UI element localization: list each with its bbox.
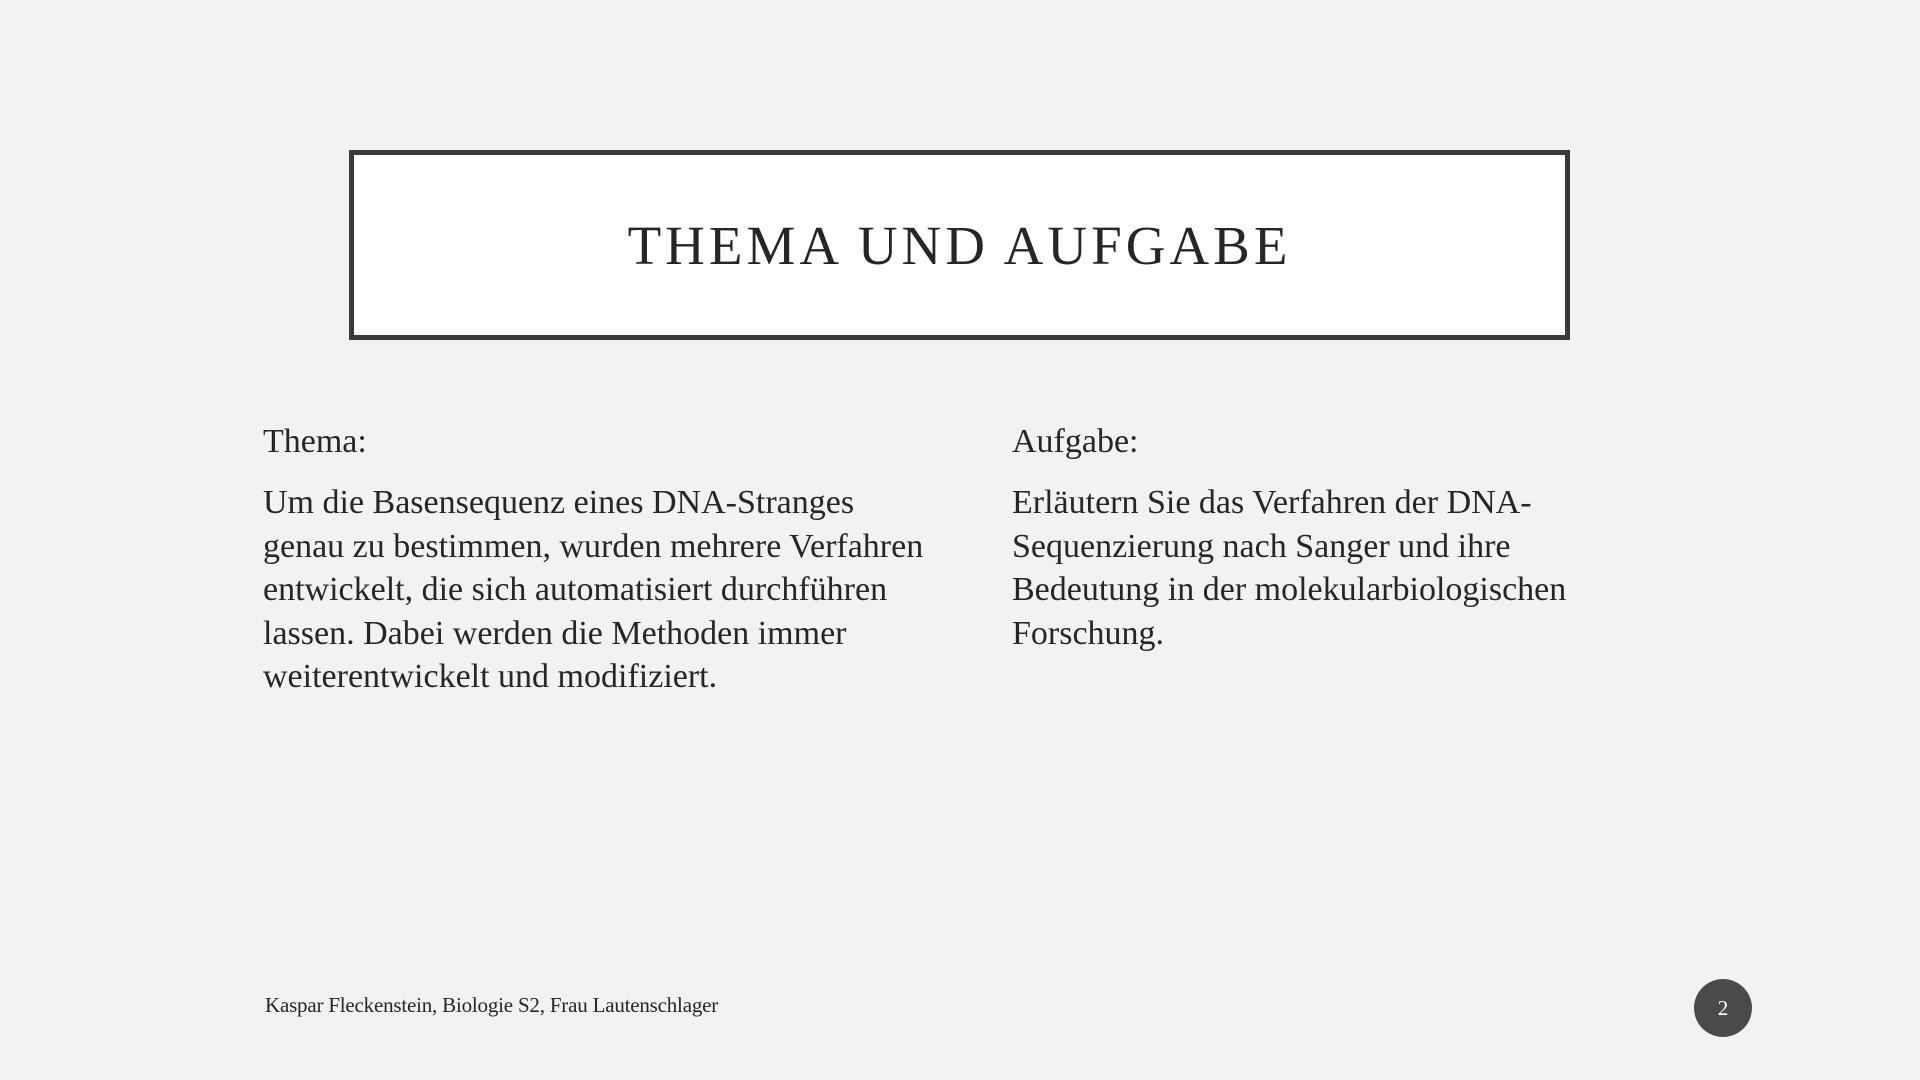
slide-title-box: [349, 150, 1570, 340]
aufgabe-heading: Aufgabe:: [1012, 423, 1139, 460]
thema-body: Um die Basensequenz eines DNA-Stranges genau zu bestimmen, wurden mehrere Verfahren entwickelt, die sich automatisiert durchführen lassen. Dabei werden die Methoden immer weiterentwickelt und modifiziert.: [263, 484, 924, 695]
thema-heading: Thema:: [263, 423, 367, 460]
aufgabe-column: [1012, 420, 1662, 655]
slide-footer: Kaspar Fleckenstein, Biologie S2, Frau Lautenschlager: [265, 993, 719, 1017]
slide-title: THEMA UND AUFGABE: [627, 214, 1292, 276]
page-number-badge: 2: [1694, 979, 1752, 1037]
thema-column: [263, 420, 943, 699]
aufgabe-body: Erläutern Sie das Verfahren der DNA-Sequenzierung nach Sanger und ihre Bedeutung in der molekularbiologischen Forschung.: [1012, 484, 1567, 652]
